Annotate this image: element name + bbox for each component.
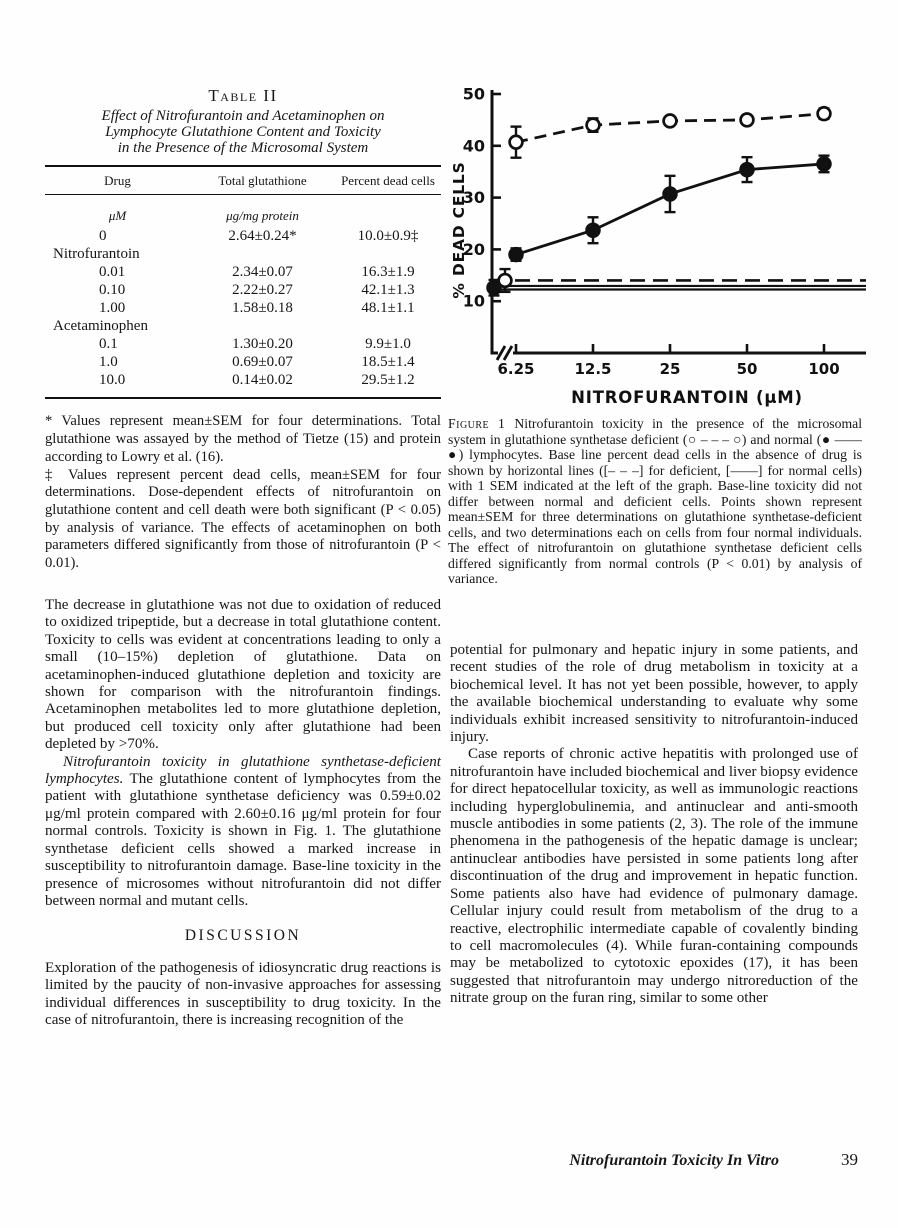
table-row: [45, 227, 441, 245]
table-row: [45, 335, 441, 353]
drug-group-label: Nitrofurantoin: [53, 246, 140, 263]
open-circle-marker: [664, 115, 677, 128]
figure-chart: [448, 82, 882, 412]
open-circle-marker: [510, 136, 523, 149]
y-tick-label: 40: [462, 136, 485, 156]
paragraph: The decrease in glutathione was not due to oxidation of reduced to oxidized tripeptide, but a decrease in total glutathione content. Toxicity to cells was evident at concentrations leading to only a small (10–15%) depletion of glutathione. Data on acetaminophen-induced glutathione depletion and toxicity are shown for comparison with the nitrofurantoin findings. Acetaminophen metabolites led to more glutathione depletion, but produced cell toxicity only after glutathione had been depleted by >70%.: [45, 597, 441, 753]
filled-circle-marker: [741, 163, 754, 176]
body-column-left: [45, 597, 441, 1029]
percent-dead-cells-value: 18.5±1.4: [361, 354, 415, 371]
x-axis-title: NITROFURANTOIN (μM): [571, 388, 803, 407]
percent-dead-cells-value: [335, 245, 441, 263]
paragraph: Case reports of chronic active hepatitis with prolonged use of nitrofurantoin have included biochemical and liver biopsy evidence for direct hepatocellular toxicity, as well as immunologic reactions including hyperglobulinemia, and antinuclear and anti-smooth muscle antibodies in some patients (2, 3). The role of the immune phenomena in the pathogenesis of the hepatic damage is unclear; antinuclear antibodies have persisted in some patients long after discontinuation of the drug and improvement in hepatic function. Some patients also have had evidence of pulmonary damage. Cellular injury could result from metabolism of the drug to a reactive, electrophilic intermediate capable of covalently binding to cell macromolecules (4). While furan-containing compounds may be metabolized to cytotoxic epoxides (17), it has been suggested that nitrofurantoin may undergo nitroreduction of the nitrate group on the furan ring, similar to some other: [450, 746, 858, 1007]
paragraph: [45, 754, 441, 911]
table-units-row: [45, 201, 441, 227]
drug-dose: 10.0: [99, 372, 126, 389]
percent-dead-cells-value: 9.9±1.0: [365, 336, 411, 353]
x-tick-label: 100: [808, 360, 840, 378]
table-row: [45, 371, 441, 389]
running-title: Nitrofurantoin Toxicity In Vitro: [569, 1152, 779, 1169]
x-tick-label: 6.25: [497, 360, 535, 378]
total-glutathione-value: 2.64±0.24*: [228, 228, 297, 245]
total-glutathione-value: 2.22±0.27: [232, 282, 293, 299]
total-glutathione-value: 1.30±0.20: [232, 336, 293, 353]
units-glutathione: μg/mg protein: [226, 208, 299, 224]
table-title-line-1: Effect of Nitrofurantoin and Acetaminophen on: [101, 108, 385, 124]
figure-label: Figure 1: [448, 416, 506, 431]
total-glutathione-value: 0.14±0.02: [232, 372, 293, 389]
table-row: [45, 353, 441, 371]
drug-dose: 0.10: [99, 282, 126, 299]
units-dead-cells: [335, 207, 441, 225]
figure-caption-text: Nitrofurantoin toxicity in the presence of the microsomal system in glutathione synthetase deficient (○ – – – ○) and normal (● ―― ●) lymphocytes. Base line percent dead cells in the absence of drug is shown by horizontal lines ([– – –] for deficient, [――] for normal cells) with 1 SEM indicated at the left of the graph. Base-line toxicity did not differ between normal and deficient cells. Points shown represent mean±SEM for three determinations on glutathione synthetase-deficient cells, and two determinations each on cells from four normal individuals. The effect of nitrofurantoin on glutathione synthetase deficient cells differed significantly from normal controls (P < 0.01) by analysis of variance.: [448, 416, 862, 586]
x-tick-label: 25: [659, 360, 681, 378]
y-tick-label: 30: [462, 188, 485, 208]
glutathione-table: [45, 165, 441, 399]
drug-dose: 1.00: [99, 300, 126, 317]
y-tick-label: 20: [462, 239, 485, 259]
x-tick-label: 50: [736, 360, 758, 378]
page-number: 39: [841, 1150, 858, 1169]
paragraph: Exploration of the pathogenesis of idiosyncratic drug reactions is limited by the paucity of non-invasive approaches for assessing individual differences in susceptibility to drug toxicity. In the case of nitrofurantoin, there is increasing recognition of the: [45, 959, 441, 1028]
total-glutathione-value: 0.69±0.07: [232, 354, 293, 371]
filled-circle-marker: [664, 188, 677, 201]
drug-dose: 0.1: [99, 336, 118, 353]
table-row: [45, 281, 441, 299]
discussion-heading: DISCUSSION: [184, 927, 302, 945]
body-column-right: [450, 642, 858, 1008]
column-header-drug: Drug: [104, 173, 131, 189]
glutathione-table-body: [45, 195, 441, 397]
table-row: [45, 245, 441, 263]
table-title-line-3: in the Presence of the Microsomal System: [117, 139, 369, 156]
drug-group-label: Acetaminophen: [53, 318, 148, 335]
total-glutathione-value: 2.34±0.07: [232, 264, 293, 281]
open-circle-marker: [818, 107, 831, 120]
table-label: Table II: [208, 86, 278, 105]
percent-dead-cells-value: 16.3±1.9: [361, 264, 415, 281]
open-circle-marker: [587, 119, 600, 132]
page-footer: [448, 1150, 858, 1170]
open-circle-marker: [741, 114, 754, 127]
footnote-double-dagger: ‡ Values represent percent dead cells, mean±SEM for four determinations. Dose-dependent effects of nitrofurantoin on glutathione content and cell death were both significant (P < 0.05) by analysis of variance. The effects of acetaminophen on both parameters differed significantly from those of nitrofurantoin (P < 0.01).: [45, 466, 441, 572]
paragraph: potential for pulmonary and hepatic injury in some patients, and recent studies of the role of drug metabolism in toxicity at a biochemical level. It has not yet been possible, however, to apply the available biochemical understanding to evaluate why some individuals exhibit increased sensitivity to nitrofurantoin-induced injury.: [450, 642, 858, 746]
axes: [450, 85, 866, 408]
footnote-asterisk: * Values represent mean±SEM for four determinations. Total glutathione was assayed by the method of Tietze (15) and protein according to Lowry et al. (16).: [45, 413, 441, 465]
y-tick-label: 50: [462, 84, 485, 104]
figure-caption: [448, 416, 862, 587]
units-drug: μM: [108, 208, 127, 224]
table-row: [45, 299, 441, 317]
percent-dead-cells-value: 48.1±1.1: [361, 300, 415, 317]
table-footnotes: [45, 413, 441, 572]
paragraph-text: The glutathione content of lymphocytes from the patient with glutathione synthetase deficiency was 0.59±0.02 μg/ml protein compared with 2.60±0.16 μg/ml protein for four normal controls. Toxicity is shown in Fig. 1. The glutathione synthetase deficient cells showed a marked increase in susceptibility to nitrofurantoin damage. Base-line toxicity in the presence of microsomes without nitrofurantoin did not differ between normal and mutant cells.: [45, 771, 441, 909]
chart-root: [450, 85, 866, 408]
paragraph-lead-italic: Nitrofurantoin toxicity in glutathione synthetase-deficient lymphocytes.: [45, 753, 441, 788]
table-header-row: [45, 167, 441, 195]
series-normal: [510, 156, 831, 261]
total-glutathione-value: [190, 245, 335, 263]
drug-dose: 1.0: [99, 354, 118, 371]
drug-dose: 0.01: [99, 264, 126, 281]
percent-dead-cells-value: [335, 317, 441, 335]
percent-dead-cells-value: 10.0±0.9‡: [357, 228, 419, 245]
baseline-lines: [492, 280, 866, 289]
total-glutathione-value: [190, 317, 335, 335]
series-deficient: [510, 107, 831, 157]
table-title-line-2: Lymphocyte Glutathione Content and Toxicity: [105, 123, 381, 140]
table-row: [45, 317, 441, 335]
x-tick-label: 12.5: [574, 360, 612, 378]
column-header-dead-cells: Percent dead cells: [341, 173, 435, 189]
table-2-block: [45, 86, 441, 573]
filled-circle-marker: [510, 248, 523, 261]
figure-1-block: [448, 82, 862, 600]
baseline-filled-circle-marker: [488, 281, 501, 294]
percent-dead-cells-value: 42.1±1.3: [361, 282, 415, 299]
total-glutathione-value: 1.58±0.18: [232, 300, 293, 317]
percent-dead-cells-value: 29.5±1.2: [361, 372, 415, 389]
filled-circle-marker: [587, 224, 600, 237]
table-row: [45, 263, 441, 281]
y-axis-title: % DEAD CELLS: [450, 161, 468, 299]
y-tick-label: 10: [462, 291, 485, 311]
filled-circle-marker: [818, 158, 831, 171]
drug-dose: 0: [99, 228, 107, 245]
column-header-glutathione: Total glutathione: [218, 173, 307, 189]
